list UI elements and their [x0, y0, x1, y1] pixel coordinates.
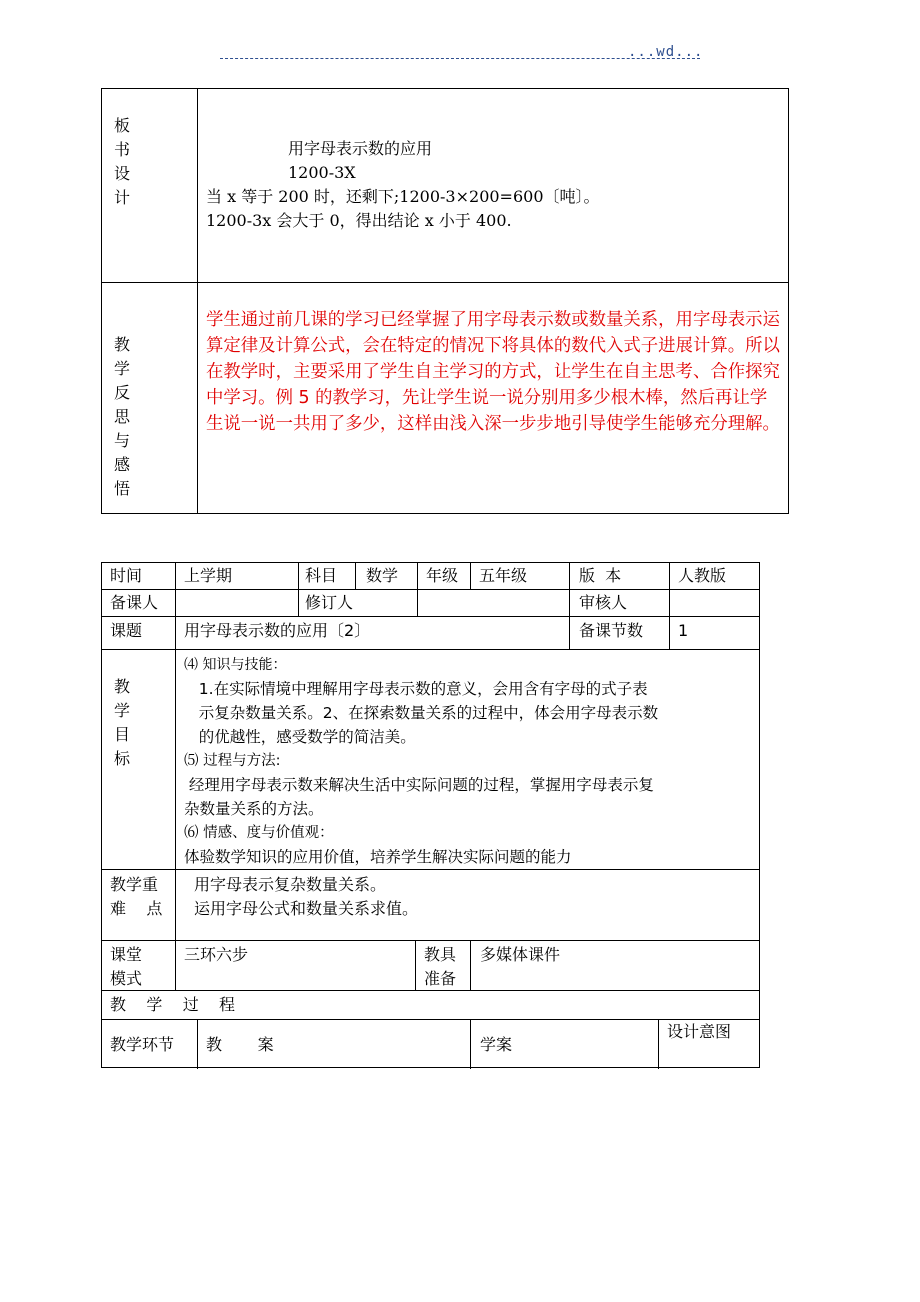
row-line-3: [102, 649, 759, 650]
goal-heading-2: ⑸ 过程与方法:: [184, 753, 281, 769]
goal-heading-3: ⑹ 情感、度与价值观：: [184, 825, 334, 841]
col-line-d: [417, 563, 418, 589]
goal-line-2: 示复杂数量关系。2、在探索数量关系的过程中，体会用字母表示数: [184, 704, 659, 722]
col-line-d2: [417, 589, 418, 616]
reflection-text: 学生通过前几课的学习已经掌握了用字母表示数或数量关系，用字母表示运算定律及计算公式，会在特定的情况下将具体的数代入式子进展计算。所以在教学时，主要采用了学生自主学习的方式，让学生在自主思考、合作探究中学习。例 5 的教学习，先让学生说一说分别用多少根木棒，然后再让学生说一说一共用了多少，这样由浅入深一步步地引导使学生能够充分理解。: [206, 310, 780, 434]
reviser-label: 修订人: [305, 593, 354, 612]
plan-header: 教 案: [206, 1035, 274, 1054]
col-line-foot-c: [658, 1019, 659, 1069]
col-line-mode-c: [470, 940, 471, 990]
tools-value: 多媒体课件: [480, 945, 561, 964]
mode-label-2: 模式: [110, 969, 143, 988]
stage-header: 教学环节: [110, 1035, 175, 1054]
table1-row-divider: [102, 282, 788, 283]
time-label: 时间: [110, 566, 143, 585]
goal-line-3: 的优越性，感受数学的简洁美。: [184, 728, 416, 746]
lesson-plan-table: [101, 562, 760, 1068]
board-design-content: [206, 137, 600, 233]
subject-value: 数学: [366, 566, 399, 585]
subject-label: 科目: [305, 566, 338, 585]
mode-value: 三环六步: [184, 945, 249, 964]
col-line-f: [569, 563, 570, 649]
reflection-label: 教 学 反 思 与 感 悟: [113, 335, 130, 498]
col-line-mode-a: [175, 940, 176, 990]
topic-value: 用字母表示数的应用〔2〕: [184, 621, 371, 640]
grade-label: 年级: [426, 566, 459, 585]
grade-value: 五年级: [479, 566, 528, 585]
goal-heading-1: ⑷ 知识与技能：: [184, 657, 287, 673]
periods-label: 备课节数: [579, 621, 644, 640]
preparer-label: 备课人: [110, 593, 159, 612]
board-line-4: 1200-3x 会大于 0，得出结论 x 小于 400.: [206, 211, 512, 230]
table1-column-divider: [197, 89, 198, 513]
time-value: 上学期: [184, 566, 233, 585]
row-line-7: [102, 1019, 759, 1020]
goals-label: 教 学 目 标: [113, 677, 130, 768]
edition-label: 版 本: [579, 566, 622, 585]
study-header: 学案: [480, 1035, 513, 1054]
goal-line-6: 体验数学知识的应用价值，培养学生解决实际问题的能力: [184, 848, 572, 866]
key-line-1: 用字母表示复杂数量关系。: [194, 875, 387, 894]
board-expression: 1200-3X: [288, 163, 356, 182]
reviewer-label: 审核人: [579, 593, 628, 612]
board-line-3: 当 x 等于 200 时，还剩下;1200-3×200=600〔吨〕。: [206, 187, 600, 206]
col-line-a: [175, 563, 176, 649]
goal-line-1: 1.在实际情境中理解用字母表示数的意义，会用含有字母的式子表: [184, 680, 648, 698]
row-line-5: [102, 940, 759, 941]
topic-label: 课题: [110, 621, 143, 640]
goals-content: [184, 653, 759, 869]
col-line-mode-b: [415, 940, 416, 990]
key-line-2: 运用字母公式和数量关系求值。: [194, 899, 419, 918]
goal-line-4: 经理用字母表示数来解决生活中实际问题的过程，掌握用字母表示复: [184, 776, 654, 794]
header-mark: ...wd...: [628, 44, 704, 60]
col-line-c: [355, 563, 356, 589]
col-line-foot-b: [470, 1019, 471, 1069]
col-line-g: [669, 563, 670, 649]
board-title: 用字母表示数的应用: [288, 139, 433, 158]
board-design-label: 板 书 设 计: [113, 116, 130, 207]
process-title: 教 学 过 程: [110, 995, 236, 1014]
periods-value: 1: [678, 621, 689, 640]
tools-label-2: 准备: [424, 969, 457, 988]
mode-label-1: 课堂: [110, 945, 143, 964]
key-label-1: 教学重: [110, 875, 159, 894]
col-line-foot-a: [197, 1019, 198, 1069]
goal-line-5: 杂数量关系的方法。: [184, 800, 324, 818]
edition-value: 人教版: [678, 566, 727, 585]
key-label-2: 难 点: [110, 899, 163, 918]
col-line-goals: [175, 649, 176, 940]
board-reflection-table: [101, 88, 789, 514]
row-line-1: [102, 589, 759, 590]
tools-label-1: 教具: [424, 945, 457, 964]
row-line-4: [102, 869, 759, 870]
col-line-b: [298, 563, 299, 616]
intent-header: 设计意图: [667, 1022, 732, 1041]
row-line-2: [102, 616, 759, 617]
col-line-e: [470, 563, 471, 589]
